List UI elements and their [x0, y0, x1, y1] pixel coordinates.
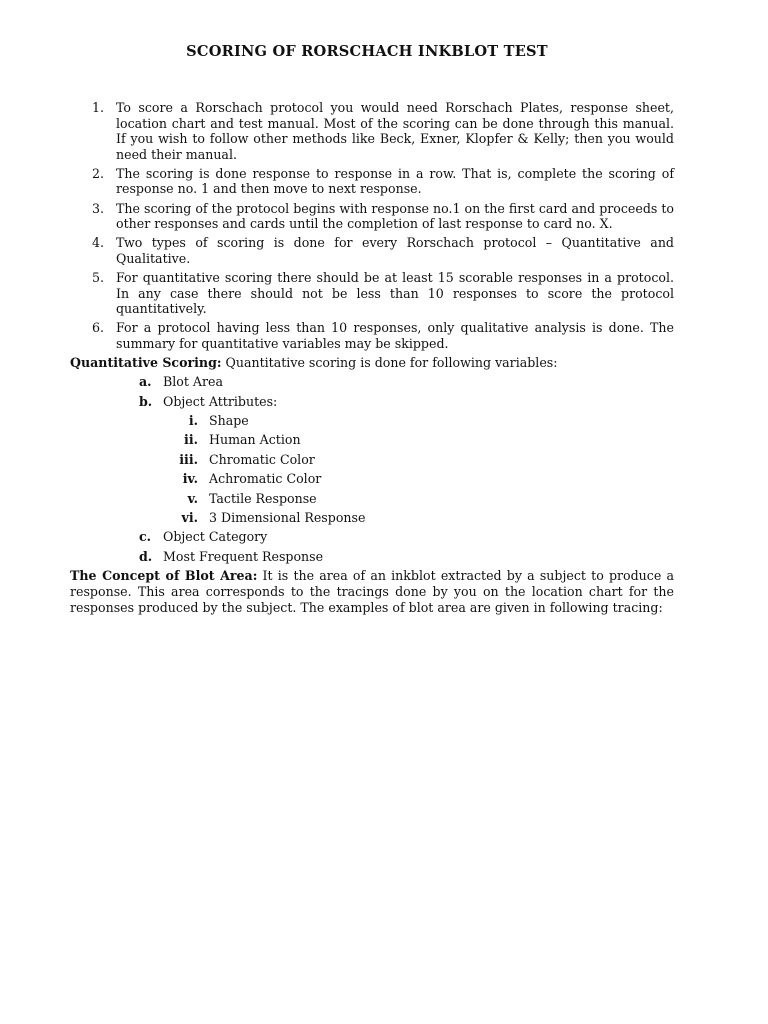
list-item — [70, 166, 674, 197]
attribute-label: 3 Dimensional Response — [209, 510, 366, 526]
list-item-text: For a protocol having less than 10 responses, only qualitative analysis is done. The summary for quantitative variables may be skipped. — [116, 320, 674, 351]
variable-mark: d. — [139, 548, 153, 564]
attribute-mark: v. — [187, 490, 198, 506]
variable-item — [70, 549, 674, 565]
list-item-number: 3. — [92, 200, 105, 216]
list-item — [70, 235, 674, 266]
document-title: SCORING OF RORSCHACH INKBLOT TEST — [186, 43, 548, 60]
quantitative-scoring-text: Quantitative scoring is done for following variables: — [221, 354, 558, 370]
list-item-text: The scoring is done response to response in a row. That is, complete the scoring of response no. 1 and then move to next response. — [116, 165, 674, 197]
variables-list — [70, 374, 674, 564]
list-item-text: Two types of scoring is done for every Rorschach protocol – Quantitative and Qualitative. — [116, 235, 674, 266]
attribute-mark: iii. — [179, 451, 198, 467]
list-item-number: 1. — [92, 100, 105, 115]
attribute-item — [163, 452, 674, 468]
attribute-mark: i. — [188, 413, 198, 429]
attribute-item — [163, 471, 674, 487]
variable-item — [70, 529, 674, 545]
list-item-number: 6. — [92, 320, 105, 336]
document-page — [70, 43, 674, 615]
list-item-text: To score a Rorschach protocol you would need Rorschach Plates, response sheet, location chart and test manual. Most of the scoring can be done through this manual. If you wish to follow other methods like Beck, Exner, Klopfer & Kelly; then you would need their manual. — [116, 100, 674, 162]
list-item-number: 5. — [92, 269, 105, 285]
list-item — [70, 270, 674, 317]
attribute-label: Tactile Response — [209, 490, 317, 506]
variable-mark: a. — [139, 374, 152, 390]
attribute-label: Chromatic Color — [209, 451, 315, 467]
attribute-item — [163, 413, 674, 429]
attribute-mark: iv. — [182, 471, 198, 487]
attribute-item — [163, 432, 674, 448]
attribute-label: Shape — [209, 413, 249, 429]
variable-item — [70, 374, 674, 390]
variable-label: Object Category — [163, 529, 268, 545]
list-item — [70, 201, 674, 232]
attribute-item — [163, 510, 674, 526]
variable-item — [70, 394, 674, 526]
list-item-number: 2. — [92, 165, 105, 181]
list-item-text: For quantitative scoring there should be at least 15 scorable responses in a protocol. In any case there should not be less than 10 responses to score the protocol quantitatively. — [116, 269, 674, 317]
quantitative-scoring-paragraph — [70, 355, 674, 371]
blot-area-text: It is the area of an inkblot extracted by a subject to produce a response. This area corresponds to the tracings done by you on the location chart for the responses produced by the subject. The examples of blot area are given in following tracing: — [70, 568, 674, 615]
variable-label: Blot Area — [163, 374, 224, 390]
numbered-list — [70, 100, 674, 351]
attribute-label: Achromatic Color — [209, 471, 322, 487]
attribute-mark: ii. — [184, 432, 198, 448]
variable-mark: c. — [139, 529, 152, 545]
variable-label: Object Attributes: — [163, 393, 278, 409]
quantitative-scoring-heading: Quantitative Scoring: — [70, 354, 222, 370]
attribute-mark: vi. — [181, 510, 198, 526]
list-item-number: 4. — [92, 235, 105, 251]
variable-mark: b. — [139, 393, 153, 409]
object-attributes-list — [163, 413, 674, 526]
attribute-item — [163, 491, 674, 507]
list-item — [70, 100, 674, 162]
list-item — [70, 320, 674, 351]
list-item-text: The scoring of the protocol begins with response no.1 on the first card and proceeds to other responses and cards until the completion of last response to card no. X. — [116, 200, 674, 232]
blot-area-heading: The Concept of Blot Area: — [70, 568, 258, 584]
variable-label: Most Frequent Response — [163, 548, 324, 564]
blot-area-paragraph — [70, 568, 674, 615]
attribute-label: Human Action — [209, 432, 301, 448]
